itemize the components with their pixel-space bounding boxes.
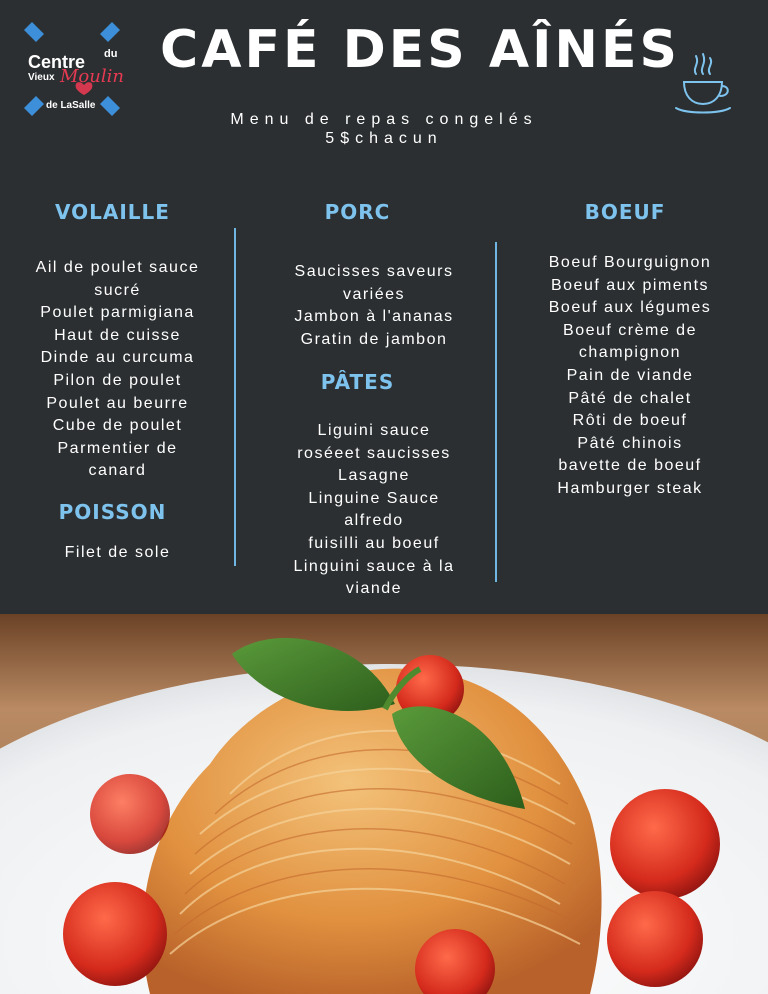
list-item: Boeuf aux piments xyxy=(550,276,710,294)
list-poisson xyxy=(10,542,225,565)
column-divider-2 xyxy=(495,242,497,582)
list-item: Filet de sole xyxy=(64,544,171,561)
list-item: Liguini sauce xyxy=(317,422,431,439)
column-divider-1 xyxy=(234,228,236,566)
logo-centre-text: Centre xyxy=(28,52,86,72)
list-item: Boeuf Bourguignon xyxy=(548,254,712,271)
list-item: Rôti de boeuf xyxy=(572,412,688,430)
list-volaille xyxy=(10,257,225,483)
list-item: Cube de poulet xyxy=(52,417,183,435)
logo-moulin-text: Moulin xyxy=(60,66,124,87)
logo-lasalle-text: de LaSalle xyxy=(46,100,96,111)
heading-volaille: VOLAILLE xyxy=(55,200,170,224)
heading-boeuf: BOEUF xyxy=(584,200,666,224)
centre-logo xyxy=(24,22,134,118)
logo-vieux-text: Vieux xyxy=(28,72,55,83)
heading-poisson: POISSON xyxy=(58,500,167,524)
list-item: Hamburger steak xyxy=(557,479,703,497)
spaghetti-photo xyxy=(0,614,768,994)
list-item: Haut de cuisse xyxy=(54,326,181,344)
list-item: Poulet au beurre xyxy=(46,394,189,412)
list-item: roséeet saucisses xyxy=(297,444,451,462)
list-item: Poulet parmigiana xyxy=(40,304,195,322)
coffee-cup-icon xyxy=(672,48,734,116)
list-item: Pâté de chalet xyxy=(568,389,692,407)
list-item: Ail de poulet sauce xyxy=(35,259,200,276)
subtitle-menu: Menu de repas congelés xyxy=(230,111,538,128)
list-item: Pilon de poulet xyxy=(53,371,182,389)
page-title: CAFÉ DES AÎNÉS xyxy=(160,20,680,80)
heading-pates: PÂTES xyxy=(320,370,395,394)
list-item: viande xyxy=(345,580,403,598)
list-item: Linguine Sauce xyxy=(308,489,440,507)
heading-porc: PORC xyxy=(324,200,391,224)
list-porc xyxy=(262,261,486,351)
list-item: Pâté chinois xyxy=(577,434,683,452)
list-item: Boeuf crème de xyxy=(563,321,697,339)
list-item: Linguini sauce à la xyxy=(293,557,455,575)
list-item: canard xyxy=(88,462,147,480)
list-item: Dinde au curcuma xyxy=(40,349,195,367)
list-item: Jambon à l'ananas xyxy=(294,308,454,326)
list-item: bavette de boeuf xyxy=(558,457,702,475)
list-item: sucré xyxy=(94,281,141,299)
list-item: Parmentier de xyxy=(57,439,178,457)
page-subtitle xyxy=(0,110,768,148)
list-item: variées xyxy=(342,285,406,303)
list-boeuf xyxy=(515,252,745,501)
list-item: fuisilli au boeuf xyxy=(308,534,440,552)
list-item: Pain de viande xyxy=(566,366,694,384)
list-item: Gratin de jambon xyxy=(300,330,448,348)
list-item: Boeuf aux légumes xyxy=(548,299,712,317)
list-item: Saucisses saveurs xyxy=(294,263,454,280)
list-pates xyxy=(252,420,496,601)
logo-du-text: du xyxy=(104,48,118,60)
list-item: champignon xyxy=(578,344,682,362)
list-item: alfredo xyxy=(344,512,404,530)
list-item: Lasagne xyxy=(338,467,410,485)
subtitle-price: 5$chacun xyxy=(325,130,443,147)
